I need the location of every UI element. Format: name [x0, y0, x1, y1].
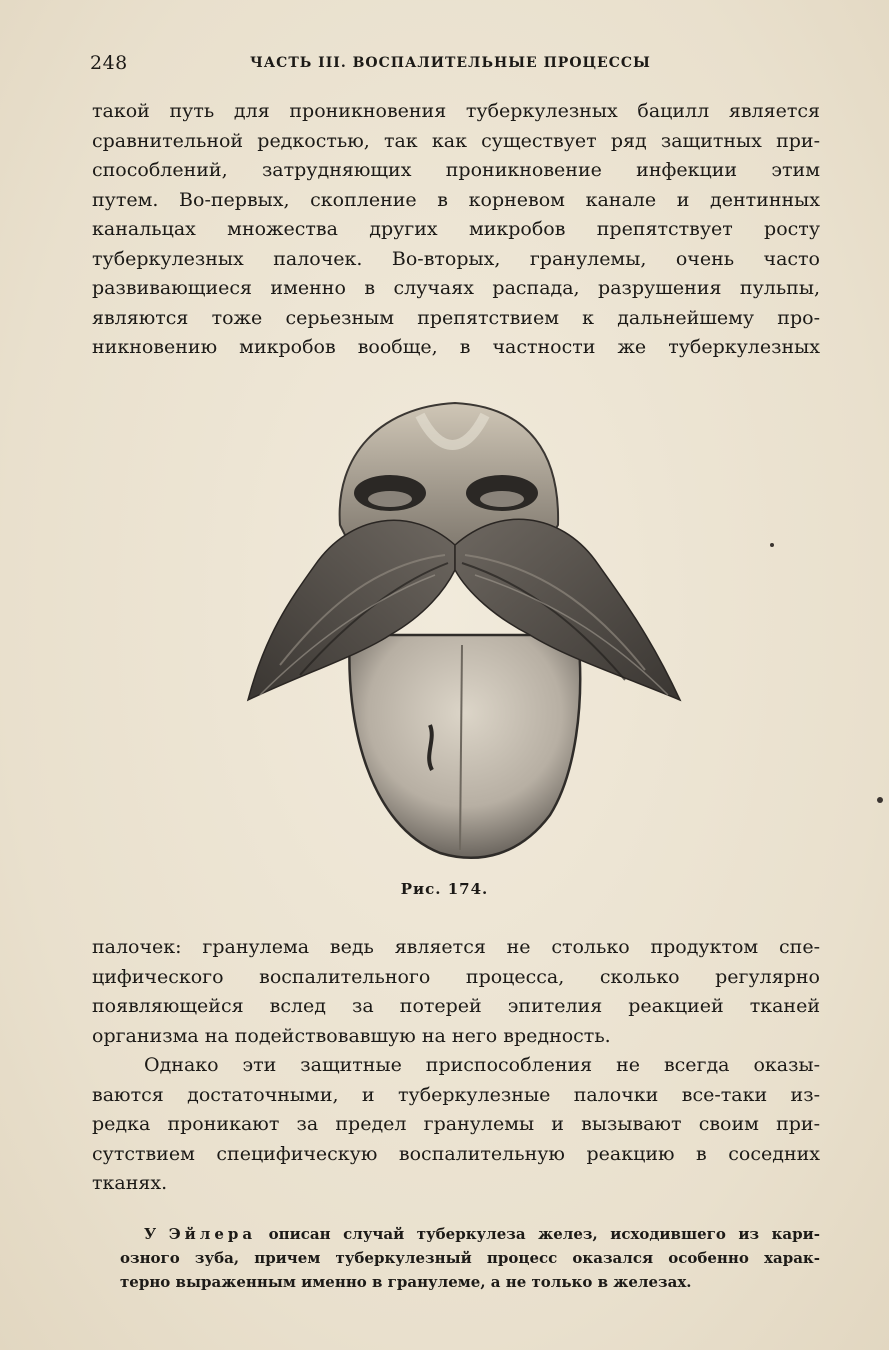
body-text: [92, 933, 820, 1199]
ink-spot: [877, 797, 883, 803]
footnote-line: терно выраженным именно в гранулеме, а не только в железах.: [120, 1273, 692, 1291]
text-line: цифического воспалительного процесса, сколько регулярно: [92, 965, 820, 988]
footnote-line: озного зуба, причем туберкулезный процесс оказался особенно харак-: [120, 1249, 820, 1267]
page-number: 248: [90, 52, 128, 74]
text-line: путем. Во-первых, скопление в корневом канале и дентинных: [92, 188, 820, 211]
text-line: никновению микробов вообще, в частности же туберкулезных: [92, 336, 820, 358]
running-head: [90, 52, 820, 80]
text-line: Однако эти защитные приспособления не всегда оказы-: [144, 1054, 820, 1076]
text-line: появляющейся вслед за потерей эпителия реакцией тканей: [92, 995, 820, 1017]
text-line: тканях.: [92, 1172, 168, 1194]
paragraph-continued: [92, 97, 820, 363]
figure-caption: Рис. 174.: [400, 880, 489, 898]
ink-spot: [770, 543, 774, 547]
text-line: способлений, затрудняющих проникновение инфекции этим: [92, 159, 820, 181]
text-line: развивающиеся именно в случаях распада, разрушения пульпы,: [92, 277, 820, 299]
text-line: палочек: гранулема ведь является не столько продуктом спе-: [92, 936, 820, 958]
text-line: канальцах множества других микробов препятствует росту: [92, 218, 820, 240]
text-line: сравнительной редкостью, так как существует ряд защитных при-: [92, 129, 820, 152]
text-line: сутствием специфическую воспалительную реакцию в соседних: [92, 1142, 820, 1165]
text-line: туберкулезных палочек. Во-вторых, гранулемы, очень часто: [92, 247, 820, 270]
text-line: ваются достаточными, и туберкулезные палочки все-таки из-: [92, 1083, 820, 1106]
footnote-author: Эйлера: [168, 1225, 257, 1243]
running-title: ЧАСТЬ III. ВОСПАЛИТЕЛЬНЫЕ ПРОЦЕССЫ: [250, 55, 651, 71]
footnote: [120, 1222, 820, 1294]
footnote-text: описан случай туберкулеза желез, исходившего из кари-: [268, 1225, 820, 1243]
footnote-line: [120, 1222, 820, 1246]
text-line: редка проникают за предел гранулемы и вызывают своим при-: [92, 1113, 820, 1135]
text-line: такой путь для проникновения туберкулезных бацилл является: [92, 100, 820, 122]
text-line: организма на подействовавшую на него вредность.: [92, 1024, 611, 1047]
tongue-shape: [349, 635, 580, 858]
footnote-prefix: У: [144, 1225, 157, 1243]
figure-illustration: [240, 395, 690, 865]
text-line: являются тоже серьезным препятствием к дальнейшему про-: [92, 306, 820, 329]
